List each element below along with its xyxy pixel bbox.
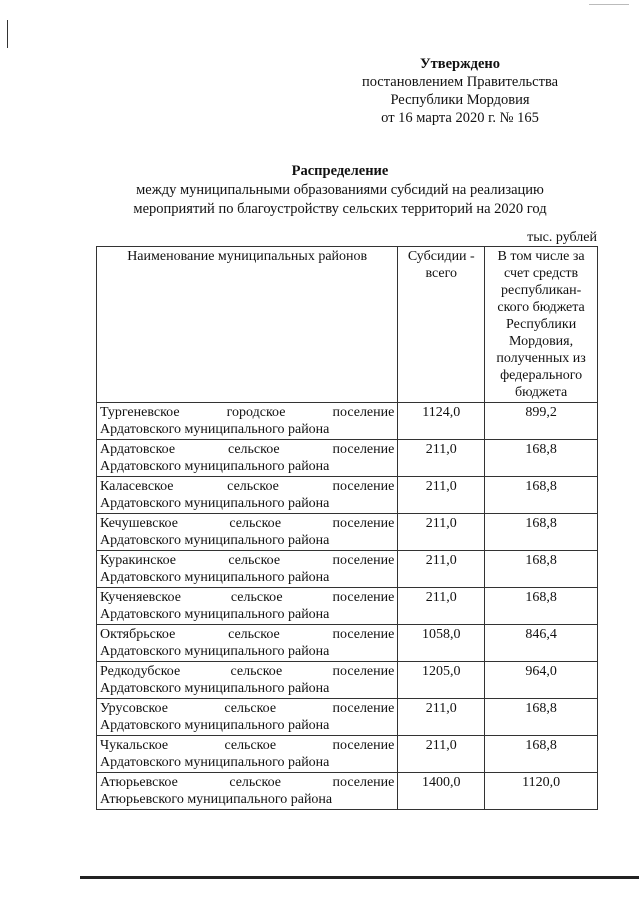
header-federal: В том числе за счет средств республикан-ского бюджета Республики Мордовия, полученных из федерального бюджета (485, 247, 598, 403)
scan-edge-mark (589, 4, 629, 5)
document-heading (80, 162, 600, 219)
district-name: Ардатовского муниципального района (100, 607, 330, 622)
document-title: Распределение (291, 163, 389, 179)
cell-total: 211,0 (398, 588, 485, 625)
cell-total: 211,0 (398, 736, 485, 773)
scan-margin-mark (7, 20, 8, 48)
cell-municipality (97, 403, 398, 440)
cell-federal: 168,8 (485, 699, 598, 736)
scan-bottom-edge (80, 876, 639, 879)
settlement-name: Каласевское сельское поселение (100, 479, 395, 494)
table-row (97, 773, 598, 810)
cell-federal: 168,8 (485, 440, 598, 477)
cell-federal: 964,0 (485, 662, 598, 699)
cell-municipality (97, 477, 398, 514)
approval-heading: Утверждено (420, 56, 500, 72)
approval-block (330, 55, 590, 127)
cell-federal: 899,2 (485, 403, 598, 440)
settlement-name: Ардатовское сельское поселение (100, 442, 395, 457)
cell-municipality (97, 514, 398, 551)
units-label: тыс. рублей (527, 230, 597, 245)
table-header-row (97, 247, 598, 403)
cell-municipality (97, 736, 398, 773)
settlement-name: Кученяевское сельское поселение (100, 590, 395, 605)
cell-total: 211,0 (398, 477, 485, 514)
table-body (97, 403, 598, 810)
document-subtitle-line: между муниципальными образованиями субсидий на реализацию (136, 182, 544, 198)
table-row (97, 625, 598, 662)
cell-municipality (97, 662, 398, 699)
cell-municipality (97, 440, 398, 477)
district-name: Ардатовского муниципального района (100, 644, 330, 659)
table-row (97, 699, 598, 736)
approval-line: Республики Мордовия (390, 92, 530, 108)
cell-total: 1124,0 (398, 403, 485, 440)
approval-line: постановлением Правительства (361, 74, 559, 90)
cell-municipality (97, 551, 398, 588)
cell-total: 1400,0 (398, 773, 485, 810)
cell-federal: 1120,0 (485, 773, 598, 810)
table-row (97, 440, 598, 477)
cell-federal: 846,4 (485, 625, 598, 662)
header-total: Субсидии - всего (398, 247, 485, 403)
table-row (97, 736, 598, 773)
settlement-name: Редкодубское сельское поселение (100, 664, 395, 679)
distribution-table (96, 246, 598, 810)
cell-federal: 168,8 (485, 736, 598, 773)
approval-date: от 16 марта 2020 г. № 165 (381, 110, 539, 126)
cell-federal: 168,8 (485, 477, 598, 514)
district-name: Ардатовского муниципального района (100, 681, 330, 696)
cell-municipality (97, 625, 398, 662)
cell-municipality (97, 699, 398, 736)
table-row (97, 477, 598, 514)
district-name: Ардатовского муниципального района (100, 459, 330, 474)
table-row (97, 403, 598, 440)
settlement-name: Куракинское сельское поселение (100, 553, 395, 568)
cell-total: 1058,0 (398, 625, 485, 662)
cell-municipality (97, 588, 398, 625)
district-name: Ардатовского муниципального района (100, 422, 330, 437)
cell-total: 1205,0 (398, 662, 485, 699)
cell-municipality (97, 773, 398, 810)
cell-total: 211,0 (398, 440, 485, 477)
cell-federal: 168,8 (485, 588, 598, 625)
header-name: Наименование муниципальных районов (97, 247, 398, 403)
district-name: Ардатовского муниципального района (100, 496, 330, 511)
cell-federal: 168,8 (485, 514, 598, 551)
settlement-name: Урусовское сельское поселение (100, 701, 395, 716)
settlement-name: Тургеневское городское поселение (100, 405, 395, 420)
district-name: Ардатовского муниципального района (100, 570, 330, 585)
district-name: Атюрьевского муниципального района (100, 792, 333, 807)
district-name: Ардатовского муниципального района (100, 718, 330, 733)
table-row (97, 588, 598, 625)
settlement-name: Атюрьевское сельское поселение (100, 775, 395, 790)
settlement-name: Кечушевское сельское поселение (100, 516, 395, 531)
settlement-name: Чукальское сельское поселение (100, 738, 395, 753)
cell-federal: 168,8 (485, 551, 598, 588)
table-row (97, 662, 598, 699)
settlement-name: Октябрьское сельское поселение (100, 627, 395, 642)
cell-total: 211,0 (398, 699, 485, 736)
cell-total: 211,0 (398, 514, 485, 551)
district-name: Ардатовского муниципального района (100, 533, 330, 548)
cell-total: 211,0 (398, 551, 485, 588)
document-subtitle-line: мероприятий по благоустройству сельских территорий на 2020 год (133, 201, 547, 217)
table-row (97, 551, 598, 588)
district-name: Ардатовского муниципального района (100, 755, 330, 770)
table-row (97, 514, 598, 551)
